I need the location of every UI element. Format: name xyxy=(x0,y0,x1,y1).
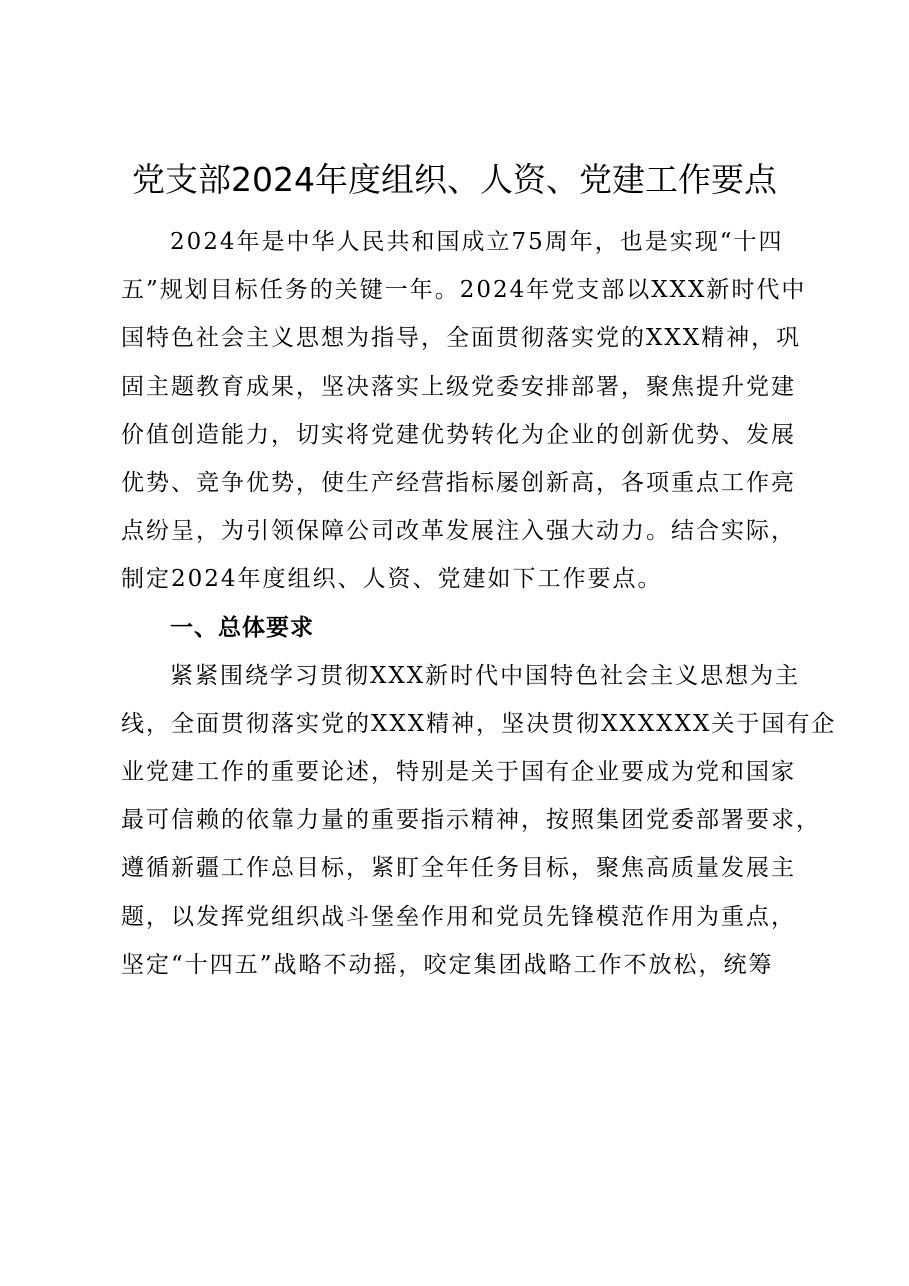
intro-line: 固主题教育成果，坚决落实上级党委安排部署，聚焦提升党建 xyxy=(121,373,796,400)
intro-line: 优势、竞争优势，使生产经营指标屡创新高，各项重点工作亮 xyxy=(121,469,796,496)
section-line: 题，以发挥党组织战斗堡垒作用和党员先锋模范作用为重点， xyxy=(121,903,796,930)
intro-line: 价值创造能力，切实将党建优势转化为企业的创新优势、发展 xyxy=(121,421,796,448)
section-line: 坚定“十四五”战略不动摇，咬定集团战略工作不放松，统筹 xyxy=(121,951,774,978)
document-body xyxy=(121,218,837,989)
section-heading: 一、总体要求 xyxy=(170,614,314,641)
intro-line: 五”规划目标任务的关键一年。2024年党支部以XXX新时代中 xyxy=(121,277,807,304)
section-line: 遵循新疆工作总目标，紧盯全年任务目标，聚焦高质量发展主 xyxy=(121,855,796,882)
intro-line: 2024年是中华人民共和国成立75周年，也是实现“十四 xyxy=(170,229,784,255)
section-line: 业党建工作的重要论述，特别是关于国有企业要成为党和国家 xyxy=(121,759,796,786)
intro-line: 国特色社会主义思想为指导，全面贯彻落实党的XXX精神，巩 xyxy=(121,325,802,352)
document-title: 党支部2024年度组织、人资、党建工作要点 xyxy=(132,160,777,199)
intro-line: 制定2024年度组织、人资、党建如下工作要点。 xyxy=(121,566,663,593)
intro-line: 点纷呈，为引领保障公司改革发展注入强大动力。结合实际， xyxy=(121,518,796,545)
section-line: 紧紧围绕学习贯彻XXX新时代中国特色社会主义思想为主 xyxy=(170,662,801,689)
section-line: 最可信赖的依靠力量的重要指示精神，按照集团党委部署要求， xyxy=(121,807,821,834)
section-line: 线，全面贯彻落实党的XXX精神，坚决贯彻XXXXXX关于国有企 xyxy=(121,710,837,737)
